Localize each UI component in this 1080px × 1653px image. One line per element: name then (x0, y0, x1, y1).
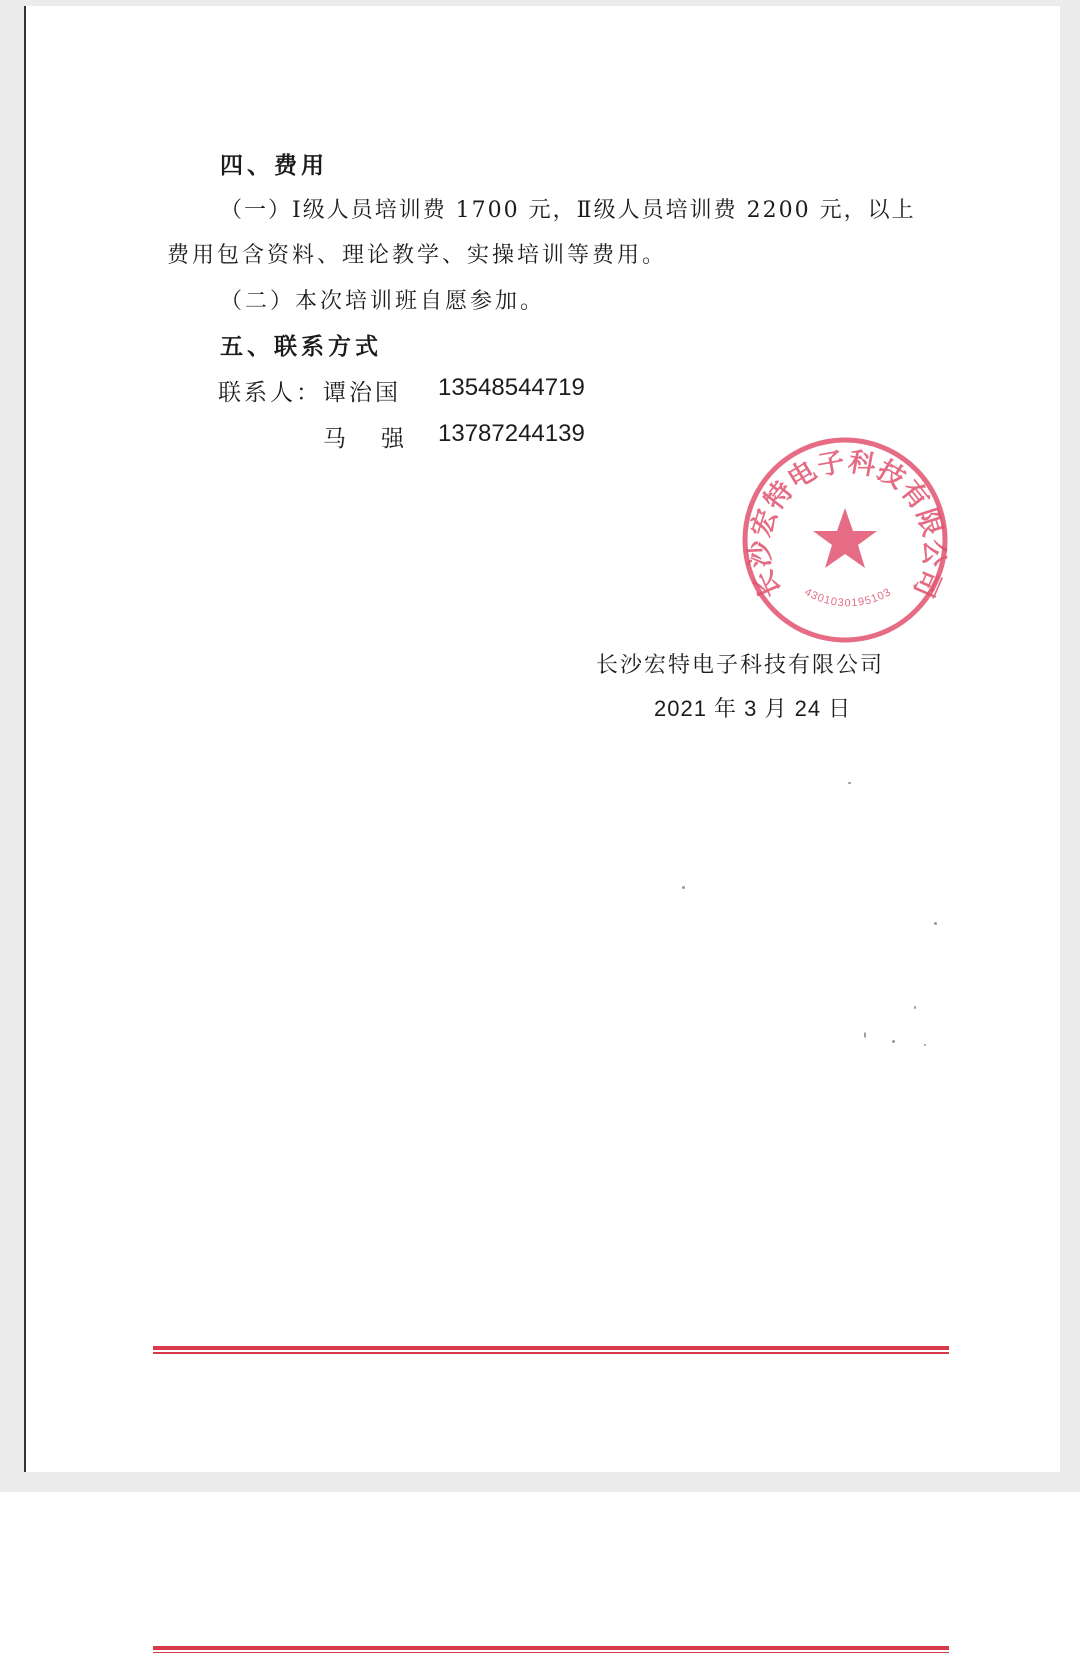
fees-item1-line2: 费用包含资料、理论教学、实操培训等费用。 (167, 243, 668, 268)
scan-speck (914, 1006, 916, 1009)
contact-name-1: 谭治国 (323, 380, 401, 406)
fees-heading: 四、费用 (220, 153, 328, 179)
contact-heading: 五、联系方式 (220, 334, 382, 360)
contact-name-2: 马 强 (323, 426, 410, 452)
fees-item1-line1: （一）Ⅰ级人员培训费 1700 元，Ⅱ级人员培训费 2200 元，以上 (220, 198, 916, 223)
contact-phone-1: 13548544719 (438, 374, 585, 401)
seal-star-icon (813, 508, 877, 568)
contact-phone-2: 13787244139 (438, 420, 585, 447)
scan-speck (934, 922, 937, 925)
seal-code: 4301030195103 (802, 585, 894, 610)
footer-red-line-thick (153, 1346, 949, 1350)
footer-rule-thick (153, 1646, 949, 1650)
fees-item2: （二）本次培训班自愿参加。 (220, 289, 546, 314)
scan-speck (924, 1044, 926, 1046)
signature-date: 2021 年 3 月 24 日 (654, 696, 852, 721)
signature-company: 长沙宏特电子科技有限公司 (596, 653, 885, 678)
footer-red-line-thin (153, 1352, 949, 1354)
scan-speck (892, 1040, 895, 1043)
company-seal (739, 434, 951, 646)
scan-speck (864, 1032, 866, 1038)
contact-label: 联系人： (218, 380, 322, 406)
document-page (24, 6, 1060, 1472)
scan-speck (848, 782, 851, 784)
scan-speck (682, 886, 685, 889)
seal-arc-text: 长沙宏特电子科技有限公司 (744, 446, 950, 603)
